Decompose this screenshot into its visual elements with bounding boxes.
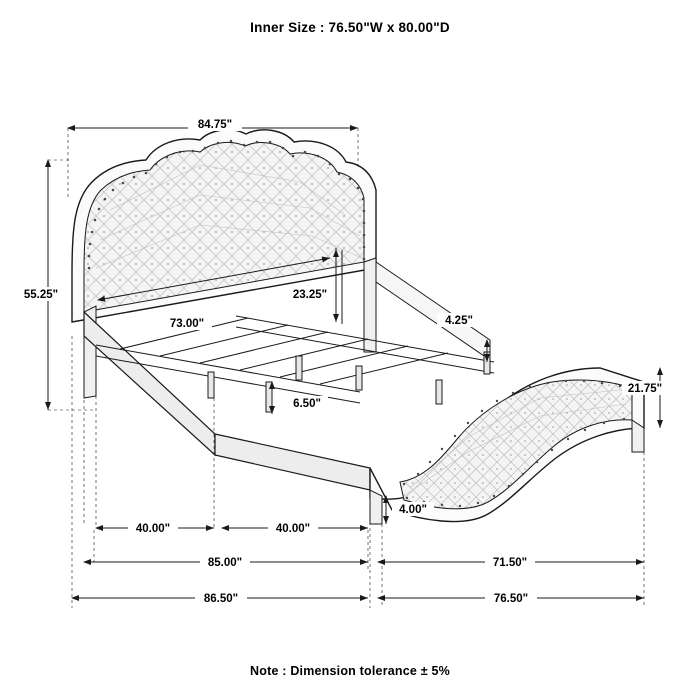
dim-label-footboard-clearance: 4.00" <box>399 504 427 516</box>
dim-label-footboard-height: 21.75" <box>627 383 663 395</box>
dim-label-side-rail-drop: 23.25" <box>292 289 328 301</box>
dim-label-headboard-height: 55.25" <box>23 289 59 301</box>
dim-label-headboard-panel-width: 73.00" <box>169 318 205 330</box>
dim-label-length-outer: 86.50" <box>203 593 239 605</box>
dim-label-leg-spacing-mid: 40.00" <box>275 523 311 535</box>
dim-label-headboard-top-width: 84.75" <box>197 119 233 131</box>
dim-label-width-inner: 71.50" <box>492 557 528 569</box>
tolerance-note: Note : Dimension tolerance ± 5% <box>250 664 450 678</box>
dim-label-slat-height: 6.50" <box>293 398 321 410</box>
dim-label-rail-thickness: 4.25" <box>445 315 473 327</box>
dim-label-width-outer: 76.50" <box>493 593 529 605</box>
page-title: Inner Size : 76.50"W x 80.00"D <box>250 20 450 35</box>
dim-label-leg-spacing-left: 40.00" <box>135 523 171 535</box>
footboard <box>370 368 644 522</box>
dim-label-length-inner: 85.00" <box>207 557 243 569</box>
far-side-rail <box>376 262 490 360</box>
